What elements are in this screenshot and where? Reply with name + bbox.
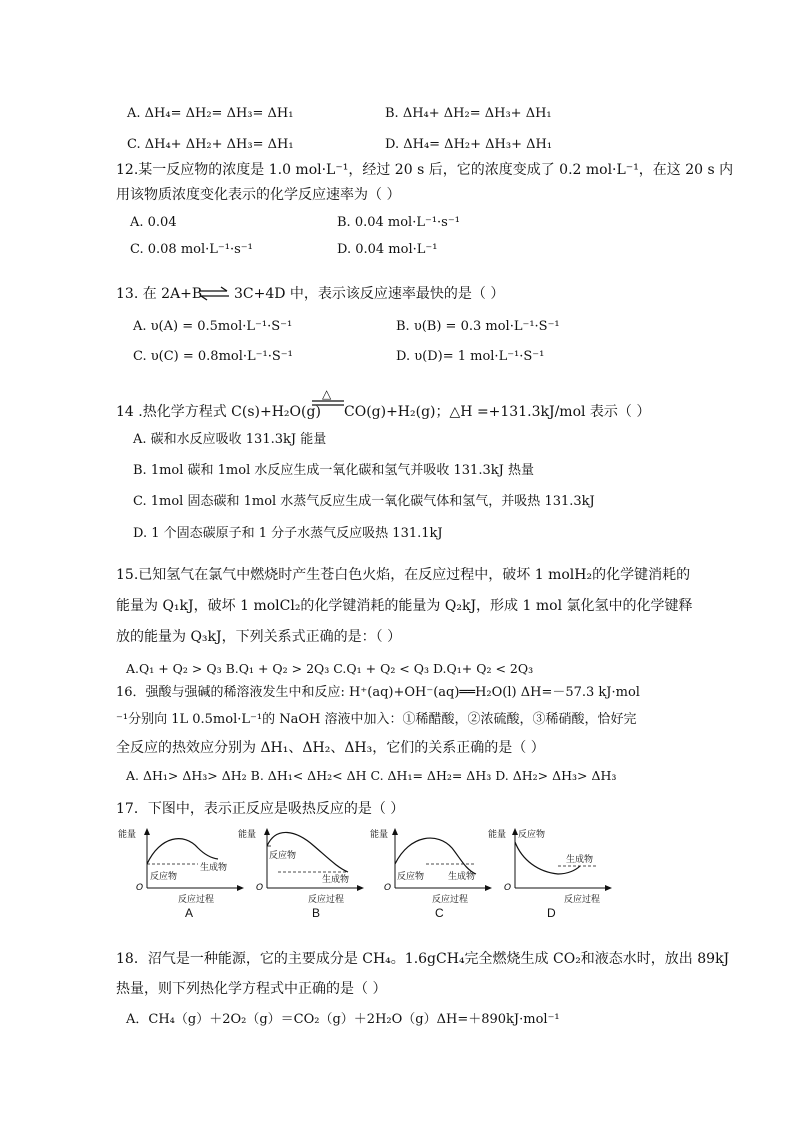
graph-b-y-label: 能量: [238, 830, 257, 840]
q17-stem: 17．下图中，表示正反应是吸热反应的是（ ）: [116, 801, 405, 817]
heating-condition-symbol: △: [322, 387, 332, 401]
graph-d-y-label: 能量: [488, 830, 507, 840]
q12-stem-line1: 12.某一反应物的浓度是 1.0 mol·L⁻¹，经过 20 s 后，它的浓度变成了 0.2 mol·L⁻¹，在这 20 s 内: [116, 162, 734, 178]
q13-option-c: C. υ(C) = 0.8mol·L⁻¹·S⁻¹: [133, 349, 293, 364]
q15-stem-line1: 15.已知氢气在氯气中燃烧时产生苍白色火焰，在反应过程中，破坏 1 molH₂的化学键消耗的: [116, 567, 691, 583]
q15-options: A.Q₁ + Q₂ > Q₃ B.Q₁ + Q₂ > 2Q₃ C.Q₁ + Q₂ < Q₃ D.Q₁+ Q₂ < 2Q₃: [126, 661, 534, 676]
q15-stem-line2: 能量为 Q₁kJ，破坏 1 molCl₂的化学键消耗的能量为 Q₂kJ，形成 1 mol 氯化氢中的化学键释: [116, 598, 693, 614]
graph-c-product-label: 生成物: [448, 872, 476, 882]
q13-option-a: A. υ(A) = 0.5mol·L⁻¹·S⁻¹: [133, 319, 293, 334]
q12-option-d: D. 0.04 mol·L⁻¹: [337, 242, 438, 257]
graph-b-reactant-label: 反应物: [269, 851, 297, 861]
energy-diagram-c: [366, 826, 494, 906]
energy-diagram-a: [118, 826, 246, 906]
graph-a-x-label: 反应过程: [178, 895, 215, 905]
q14-option-a: A. 碳和水反应吸收 131.3kJ 能量: [133, 432, 327, 447]
graph-a-product-label: 生成物: [200, 863, 228, 873]
reaction-equals-sign: [312, 398, 344, 408]
q13-stem-suffix: 3C+4D 中，表示该反应速率最快的是（ ）: [234, 286, 505, 302]
graph-a-reactant-label: 反应物: [150, 872, 178, 882]
q11-option-b: B. ΔH₄+ ΔH₂= ΔH₃+ ΔH₁: [385, 106, 552, 121]
graph-d-x-label: 反应过程: [564, 895, 601, 905]
energy-diagram-b: [238, 826, 366, 906]
graph-a-y-label: 能量: [118, 830, 137, 840]
q13-option-d: D. υ(D)= 1 mol·L⁻¹·S⁻¹: [396, 349, 545, 364]
graph-b-caption: B: [312, 906, 321, 920]
q12-option-c: C. 0.08 mol·L⁻¹·s⁻¹: [130, 242, 253, 257]
graph-d-reactant-label: 反应物: [518, 830, 546, 840]
q14-option-c: C. 1mol 固态碳和 1mol 水蒸气反应生成一氧化碳气体和氢气，并吸热 131.3kJ: [133, 494, 595, 509]
graph-c-x-label: 反应过程: [432, 895, 469, 905]
q14-stem-prefix: 14 .热化学方程式 C(s)+H₂O(g): [116, 404, 321, 420]
graph-b-product-label: 生成物: [322, 875, 350, 885]
q18-option-a: A．CH₄（g）＋2O₂（g）＝CO₂（g）＋2H₂O（g）ΔH=＋890kJ·mol⁻¹: [126, 1012, 560, 1027]
q13-option-b: B. υ(B) = 0.3 mol·L⁻¹·S⁻¹: [396, 319, 560, 334]
graph-d-origin: O: [504, 883, 512, 893]
q12-stem-line2: 用该物质浓度变化表示的化学反应速率为（ ）: [116, 187, 401, 203]
graph-a-caption: A: [185, 906, 194, 920]
q16-stem-line2: ⁻¹分别向 1L 0.5mol·L⁻¹的 NaOH 溶液中加入：①稀醋酸，②浓硫酸，③稀硝酸，恰好完: [116, 712, 637, 727]
q11-option-d: D. ΔH₄= ΔH₂+ ΔH₃+ ΔH₁: [385, 137, 553, 152]
graph-a-origin: O: [136, 883, 144, 893]
q12-option-a: A. 0.04: [130, 215, 177, 230]
q14-option-d: D. 1 个固态碳原子和 1 分子水蒸气反应吸热 131.1kJ: [133, 526, 443, 541]
q12-option-b: B. 0.04 mol·L⁻¹·s⁻¹: [337, 215, 460, 230]
q18-stem-line2: 热量，则下列热化学方程式中正确的是（ ）: [116, 981, 387, 997]
graph-c-y-label: 能量: [370, 830, 389, 840]
equilibrium-arrow-icon: [197, 285, 231, 303]
graph-d-product-label: 生成物: [566, 855, 594, 865]
graph-c-caption: C: [435, 906, 444, 920]
graph-c-reactant-label: 反应物: [397, 872, 425, 882]
graph-d-caption: D: [547, 906, 556, 920]
q16-stem-line3: 全反应的热效应分别为 ΔH₁、ΔH₂、ΔH₃，它们的关系正确的是（ ）: [116, 740, 545, 756]
q11-option-a: A. ΔH₄= ΔH₂= ΔH₃= ΔH₁: [127, 106, 294, 121]
graph-c-origin: O: [384, 883, 392, 893]
q18-stem-line1: 18．沼气是一种能源，它的主要成分是 CH₄。1.6gCH₄完全燃烧生成 CO₂和液态水时，放出 89kJ: [116, 951, 730, 967]
graph-b-x-label: 反应过程: [308, 895, 345, 905]
graph-b-origin: O: [256, 883, 264, 893]
q16-options: A. ΔH₁> ΔH₃> ΔH₂ B. ΔH₁< ΔH₂< ΔH C. ΔH₁= ΔH₂= ΔH₃ D. ΔH₂> ΔH₃> ΔH₃: [126, 768, 617, 783]
q16-stem-line1: 16．强酸与强碱的稀溶液发生中和反应: H⁺(aq)+OH⁻(aq)══H₂O(l) ΔH=－57.3 kJ·mol: [116, 685, 640, 700]
q14-stem-suffix: CO(g)+H₂(g)；△H =+131.3kJ/mol 表示（ ）: [344, 404, 651, 420]
q13-stem-prefix: 13. 在 2A+B: [116, 286, 203, 302]
q11-option-c: C. ΔH₄+ ΔH₂+ ΔH₃= ΔH₁: [127, 137, 294, 152]
energy-diagram-d: [486, 826, 614, 906]
q14-option-b: B. 1mol 碳和 1mol 水反应生成一氧化碳和氢气并吸收 131.3kJ 热量: [133, 463, 534, 478]
q15-stem-line3: 放的能量为 Q₃kJ，下列关系式正确的是：（ ）: [116, 629, 402, 645]
